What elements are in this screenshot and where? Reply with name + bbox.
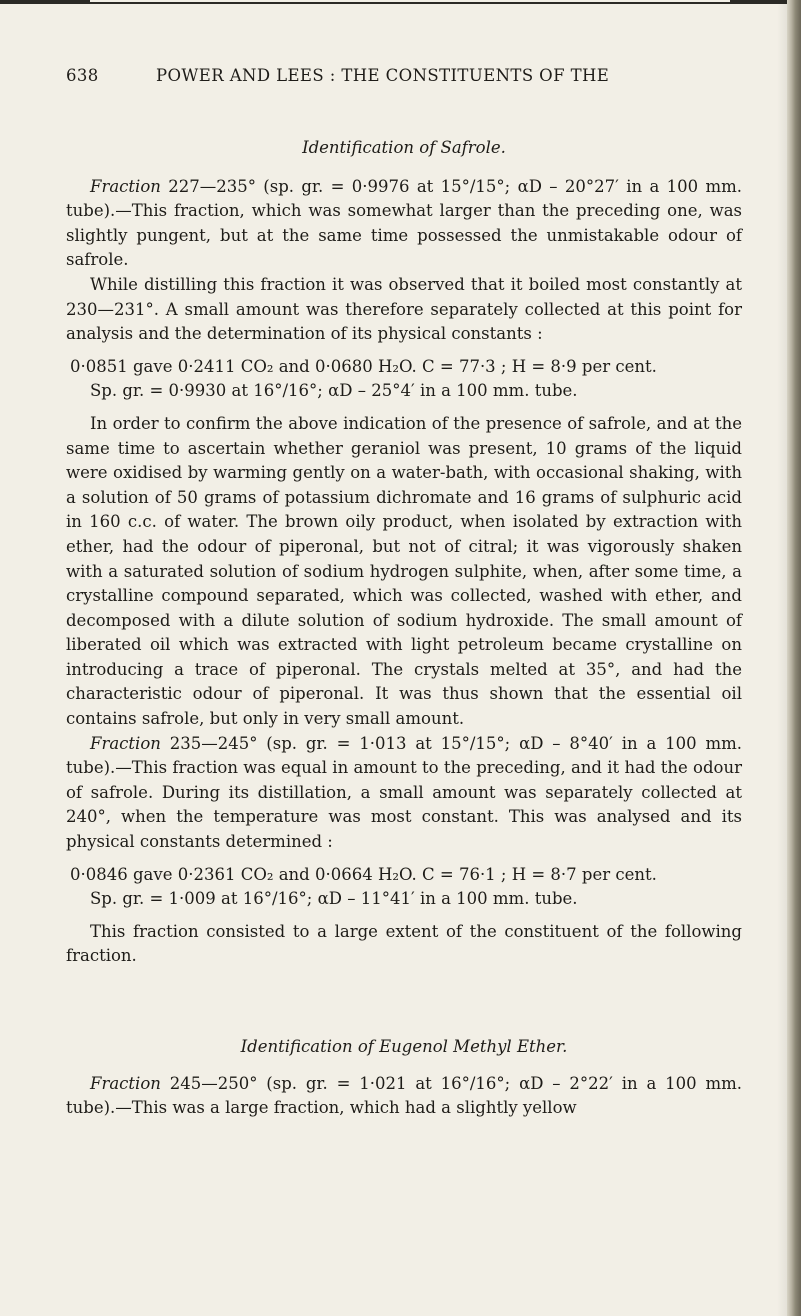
top-rule-gap	[90, 0, 730, 2]
running-head	[66, 64, 742, 88]
analysis-1-line-1: 0·0851 gave 0·2411 CO₂ and 0·0680 H₂O. C = 77·3 ; H = 8·9 per cent.	[70, 356, 657, 376]
fraction-label: Fraction	[90, 176, 161, 196]
analysis-1-line-2: Sp. gr. = 0·9930 at 16°/16°; αD – 25°4′ in a 100 mm. tube.	[90, 381, 578, 401]
page-body	[66, 136, 742, 1121]
page-number: 638	[66, 66, 99, 85]
fraction-label: Fraction	[90, 1073, 161, 1093]
fraction-label: Fraction	[90, 733, 161, 753]
running-title: POWER AND LEES : THE CONSTITUENTS OF THE	[156, 66, 610, 85]
paragraph-fraction-227	[66, 175, 742, 273]
book-spine-edge	[787, 0, 801, 1316]
paragraph-text: 235—245° (sp. gr. = 1·013 at 15°/15°; αD – 8°40′ in a 100 mm. tube).—This fraction was equal in amount to the preceding, and it had the odour of safrole. During its distillation, a small amount was separately collected at 240°, when the temperature was most constant. This was analysed and its physical constants determined :	[66, 733, 742, 852]
binding-shadow	[777, 0, 787, 1316]
paragraph-text: 227—235° (sp. gr. = 0·9976 at 15°/15°; αD – 20°27′ in a 100 mm. tube).—This fraction, which was somewhat larger than the preceding one, was slightly pungent, but at the same time possessed the unmistakable odour of safrole.	[66, 176, 742, 270]
paragraph-fraction-245	[66, 1072, 742, 1121]
paragraph-distilling: While distilling this fraction it was observed that it boiled most constantly at 230—231°. A small amount was therefore separately collected at this point for analysis and the determination of its physical constants :	[66, 274, 742, 344]
section-heading-safrole: Identification of Safrole.	[302, 138, 506, 157]
section-heading-eugenol: Identification of Eugenol Methyl Ether.	[240, 1037, 568, 1056]
analysis-2-line-2: Sp. gr. = 1·009 at 16°/16°; αD – 11°41′ in a 100 mm. tube.	[90, 889, 578, 909]
paragraph-fraction-235	[66, 732, 742, 855]
paragraph-constituent: This fraction consisted to a large extent of the constituent of the following fraction.	[66, 921, 742, 966]
paragraph-text: 245—250° (sp. gr. = 1·021 at 16°/16°; αD – 2°22′ in a 100 mm. tube).—This was a large fraction, which had a slightly yellow	[66, 1073, 742, 1118]
analysis-2-line-1: 0·0846 gave 0·2361 CO₂ and 0·0664 H₂O. C = 76·1 ; H = 8·7 per cent.	[70, 864, 657, 884]
paragraph-oxidation: In order to confirm the above indication of the presence of safrole, and at the same time to ascertain whether geraniol was present, 10 grams of the liquid were oxidised by warming gently on a water-bath, with occasional shaking, with a solution of 50 grams of potassium dichromate and 16 grams of sulphuric acid in 160 c.c. of water. The brown oily product, when isolated by extraction with ether, had the odour of piperonal, but not of citral; it was vigorously shaken with a saturated solution of sodium hydrogen sulphite, when, after some time, a crystalline compound separated, which was collected, washed with ether, and decomposed with a dilute solution of sodium hydroxide. The small amount of liberated oil which was extracted with light petroleum became crystalline on introducing a trace of piperonal. The crystals melted at 35°, and had the characteristic odour of piperonal. It was thus shown that the essential oil contains safrole, but only in very small amount.	[66, 413, 742, 729]
